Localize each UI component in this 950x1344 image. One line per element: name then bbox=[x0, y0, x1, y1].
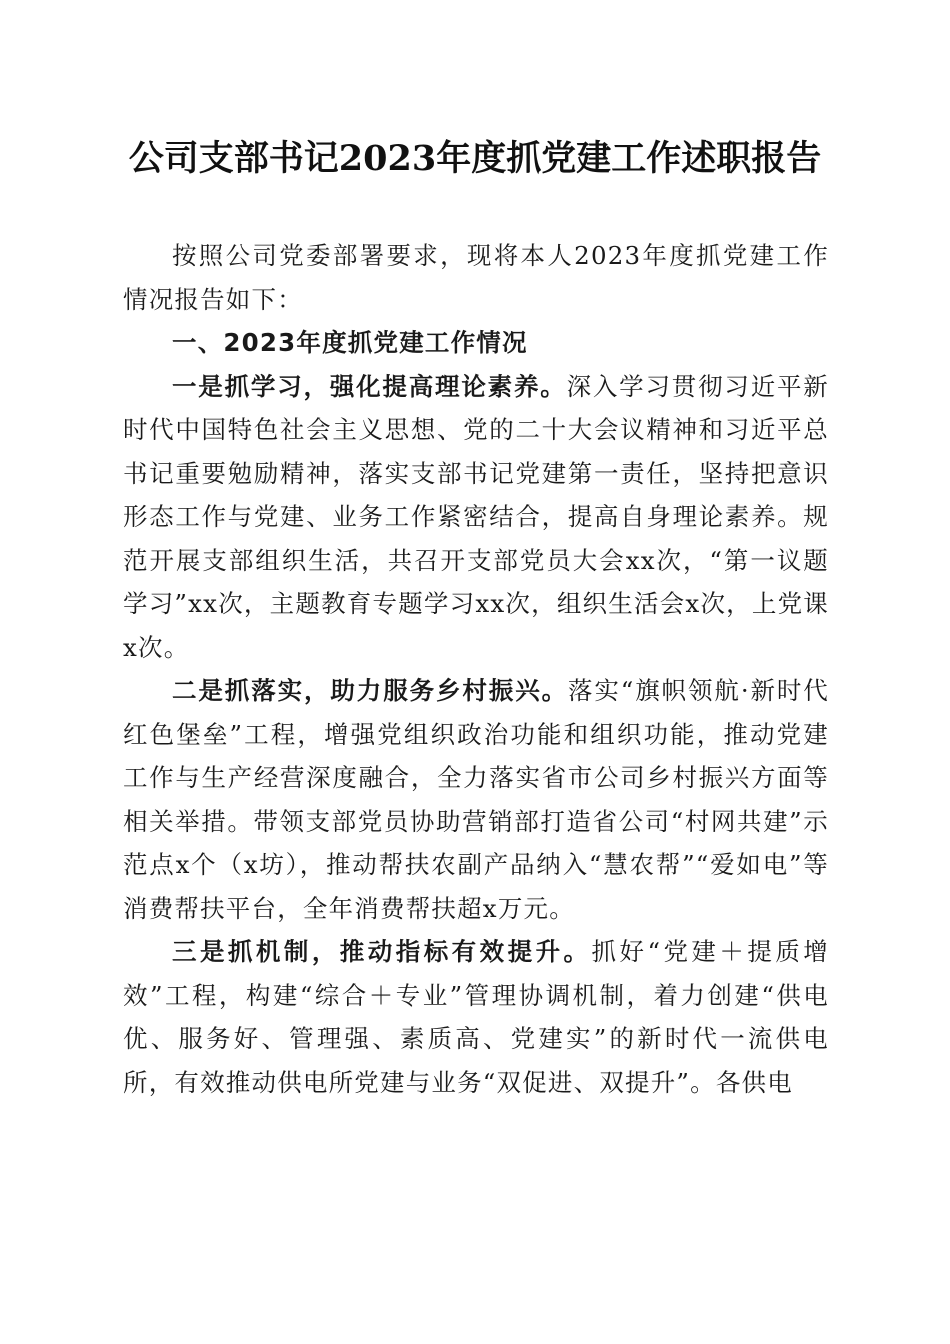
paragraph-text: 落实“旗帜领航·新时代红色堡垒”工程，增强党组织政治功能和组织功能，推动党建工作与生产经营深度融合，全力落实省市公司乡村振兴方面等相关举措。带领支部党员协助营销部打造省公司“村网共建”示范点x个（x坊），推动帮扶农副产品纳入“慧农帮”“爱如电”等消费帮扶平台，全年消费帮扶超x万元。 bbox=[123, 676, 830, 923]
paragraph-study bbox=[123, 365, 829, 670]
paragraph-mechanism bbox=[123, 930, 829, 1104]
section-heading: 一、2023年度抓党建工作情况 bbox=[172, 328, 528, 357]
paragraph-text: 抓好“党建＋提质增效”工程，构建“综合＋专业”管理协调机制，着力创建“供电优、服务好、管理强、素质高、党建实”的新时代一流供电所，有效推动供电所党建与业务“双促进、双提升”。各供电 bbox=[123, 937, 830, 1097]
document-title: 公司支部书记2023年度抓党建工作述职报告 bbox=[128, 138, 822, 179]
paragraph-implementation bbox=[123, 669, 829, 930]
paragraph-lead: 三是抓机制，推动指标有效提升。 bbox=[172, 937, 592, 966]
intro-paragraph: 按照公司党委部署要求，现将本人2023年度抓党建工作情况报告如下： bbox=[123, 241, 829, 314]
paragraph-lead: 一是抓学习，强化提高理论素养。 bbox=[172, 371, 567, 401]
paragraph-text: 深入学习贯彻习近平新时代中国特色社会主义思想、党的二十大会议精神和习近平总书记重要勉励精神，落实支部书记党建第一责任，坚持把意识形态工作与党建、业务工作紧密结合，提高自身理论素养。规范开展支部组织生活，共召开支部党员大会xx次，“第一议题学习”xx次，主题教育专题学习xx次，组织生活会x次，上党课x次。 bbox=[123, 371, 829, 662]
document-body bbox=[123, 234, 829, 1104]
paragraph-lead: 二是抓落实，助力服务乡村振兴。 bbox=[172, 676, 568, 705]
